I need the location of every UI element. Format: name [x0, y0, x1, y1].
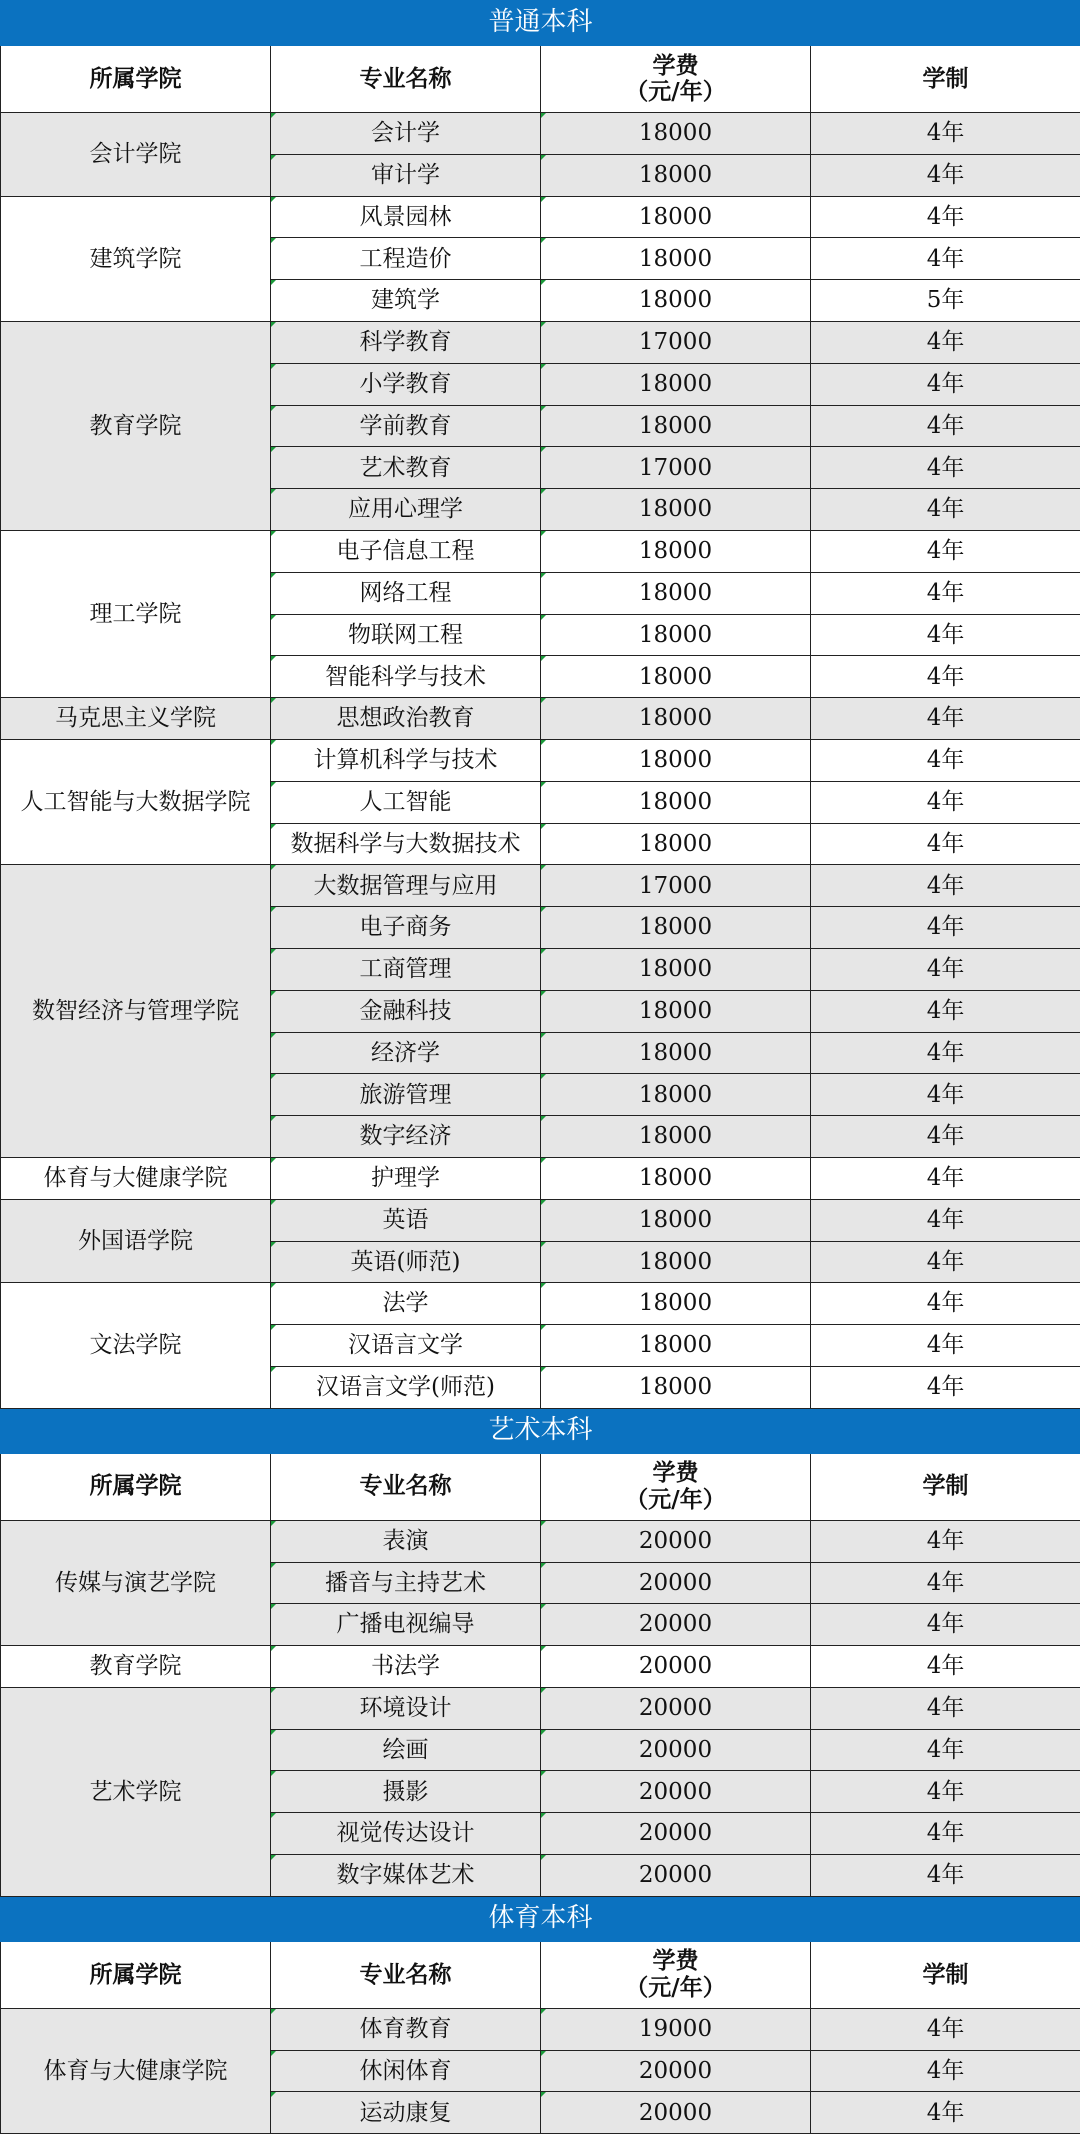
- column-header-row: [1, 46, 1080, 113]
- fee-cell: 18000: [541, 1032, 811, 1074]
- duration-cell: 4年: [811, 1366, 1080, 1408]
- fee-cell: 20000: [541, 2050, 811, 2092]
- table-row: [1, 698, 1080, 740]
- duration-cell: 4年: [811, 1325, 1080, 1367]
- table-row: [1, 113, 1080, 155]
- header-fee-label: 学费: [541, 1948, 810, 1974]
- fee-cell: 18000: [541, 196, 811, 238]
- duration-cell: 4年: [811, 1646, 1080, 1688]
- fee-cell: 20000: [541, 1729, 811, 1771]
- college-cell: 文法学院: [1, 1283, 271, 1408]
- fee-cell: 20000: [541, 1646, 811, 1688]
- fee-cell: 18000: [541, 489, 811, 531]
- table-row: [1, 2008, 1080, 2050]
- major-cell: 物联网工程: [271, 614, 541, 656]
- duration-cell: 4年: [811, 1562, 1080, 1604]
- duration-cell: 4年: [811, 739, 1080, 781]
- major-cell: 人工智能: [271, 781, 541, 823]
- fee-cell: 18000: [541, 990, 811, 1032]
- college-cell: 教育学院: [1, 321, 271, 530]
- major-cell: 汉语言文学(师范): [271, 1366, 541, 1408]
- duration-cell: 4年: [811, 1729, 1080, 1771]
- major-cell: 经济学: [271, 1032, 541, 1074]
- fee-cell: 17000: [541, 321, 811, 363]
- major-cell: 工商管理: [271, 948, 541, 990]
- duration-cell: 4年: [811, 154, 1080, 196]
- table-row: [1, 739, 1080, 781]
- major-cell: 小学教育: [271, 363, 541, 405]
- major-cell: 审计学: [271, 154, 541, 196]
- duration-cell: 4年: [811, 614, 1080, 656]
- duration-cell: 4年: [811, 1116, 1080, 1158]
- fee-cell: 20000: [541, 1562, 811, 1604]
- header-fee-unit: （元/年）: [541, 79, 810, 105]
- fee-cell: 18000: [541, 154, 811, 196]
- table-row: [1, 321, 1080, 363]
- section-title: 体育本科: [1, 1896, 1080, 1941]
- duration-cell: 4年: [811, 1604, 1080, 1646]
- college-cell: 体育与大健康学院: [1, 1157, 271, 1199]
- duration-cell: 4年: [811, 1199, 1080, 1241]
- header-college: 所属学院: [1, 1453, 271, 1520]
- major-cell: 科学教育: [271, 321, 541, 363]
- header-fee: [541, 1941, 811, 2008]
- header-college: 所属学院: [1, 1941, 271, 2008]
- major-cell: 工程造价: [271, 238, 541, 280]
- duration-cell: 4年: [811, 948, 1080, 990]
- duration-cell: 4年: [811, 2092, 1080, 2134]
- major-cell: 数字经济: [271, 1116, 541, 1158]
- section-title: 艺术本科: [1, 1408, 1080, 1453]
- table-row: [1, 865, 1080, 907]
- duration-cell: 4年: [811, 2008, 1080, 2050]
- header-major: 专业名称: [271, 46, 541, 113]
- header-fee: [541, 46, 811, 113]
- fee-cell: 18000: [541, 907, 811, 949]
- fee-cell: 18000: [541, 1157, 811, 1199]
- header-major: 专业名称: [271, 1453, 541, 1520]
- header-fee-unit: （元/年）: [541, 1975, 810, 2001]
- fee-cell: 18000: [541, 363, 811, 405]
- table-row: [1, 196, 1080, 238]
- fee-cell: 20000: [541, 1520, 811, 1562]
- major-cell: 应用心理学: [271, 489, 541, 531]
- fee-cell: 18000: [541, 614, 811, 656]
- duration-cell: 4年: [811, 363, 1080, 405]
- duration-cell: 4年: [811, 405, 1080, 447]
- table-row: [1, 1520, 1080, 1562]
- duration-cell: 4年: [811, 238, 1080, 280]
- fee-cell: 18000: [541, 1241, 811, 1283]
- duration-cell: 4年: [811, 1855, 1080, 1897]
- duration-cell: 4年: [811, 1241, 1080, 1283]
- header-fee: [541, 1453, 811, 1520]
- duration-cell: 4年: [811, 907, 1080, 949]
- major-cell: 英语: [271, 1199, 541, 1241]
- table-row: [1, 1283, 1080, 1325]
- section-title: 普通本科: [1, 1, 1080, 46]
- major-cell: 学前教育: [271, 405, 541, 447]
- duration-cell: 4年: [811, 1157, 1080, 1199]
- college-cell: 外国语学院: [1, 1199, 271, 1283]
- header-duration: 学制: [811, 1941, 1080, 2008]
- duration-cell: 4年: [811, 823, 1080, 865]
- major-cell: 智能科学与技术: [271, 656, 541, 698]
- college-cell: 马克思主义学院: [1, 698, 271, 740]
- fee-cell: 18000: [541, 1325, 811, 1367]
- duration-cell: 4年: [811, 781, 1080, 823]
- major-cell: 旅游管理: [271, 1074, 541, 1116]
- fee-cell: 18000: [541, 1199, 811, 1241]
- fee-cell: 20000: [541, 1771, 811, 1813]
- major-cell: 法学: [271, 1283, 541, 1325]
- fee-cell: 20000: [541, 2092, 811, 2134]
- duration-cell: 4年: [811, 698, 1080, 740]
- major-cell: 书法学: [271, 1646, 541, 1688]
- fee-cell: 20000: [541, 1813, 811, 1855]
- college-cell: 传媒与演艺学院: [1, 1520, 271, 1645]
- header-duration: 学制: [811, 46, 1080, 113]
- major-cell: 体育教育: [271, 2008, 541, 2050]
- duration-cell: 4年: [811, 2050, 1080, 2092]
- duration-cell: 4年: [811, 1032, 1080, 1074]
- header-major: 专业名称: [271, 1941, 541, 2008]
- fee-cell: 19000: [541, 2008, 811, 2050]
- fee-cell: 18000: [541, 280, 811, 322]
- header-fee-label: 学费: [541, 53, 810, 79]
- duration-cell: 4年: [811, 1813, 1080, 1855]
- major-cell: 数据科学与大数据技术: [271, 823, 541, 865]
- section-banner: [1, 1896, 1080, 1941]
- college-cell: 人工智能与大数据学院: [1, 739, 271, 864]
- fee-cell: 18000: [541, 572, 811, 614]
- header-fee-label: 学费: [541, 1460, 810, 1486]
- fee-cell: 18000: [541, 948, 811, 990]
- major-cell: 摄影: [271, 1771, 541, 1813]
- college-cell: 艺术学院: [1, 1687, 271, 1896]
- major-cell: 休闲体育: [271, 2050, 541, 2092]
- major-cell: 数字媒体艺术: [271, 1855, 541, 1897]
- fee-cell: 18000: [541, 823, 811, 865]
- major-cell: 金融科技: [271, 990, 541, 1032]
- fee-cell: 18000: [541, 739, 811, 781]
- duration-cell: 4年: [811, 489, 1080, 531]
- column-header-row: [1, 1453, 1080, 1520]
- duration-cell: 4年: [811, 990, 1080, 1032]
- major-cell: 思想政治教育: [271, 698, 541, 740]
- fee-cell: 20000: [541, 1687, 811, 1729]
- college-cell: 建筑学院: [1, 196, 271, 321]
- major-cell: 网络工程: [271, 572, 541, 614]
- fee-cell: 18000: [541, 1366, 811, 1408]
- fee-cell: 18000: [541, 698, 811, 740]
- duration-cell: 4年: [811, 1283, 1080, 1325]
- fee-cell: 18000: [541, 1283, 811, 1325]
- table-row: [1, 1199, 1080, 1241]
- college-cell: 理工学院: [1, 530, 271, 697]
- fee-cell: 20000: [541, 1855, 811, 1897]
- duration-cell: 5年: [811, 280, 1080, 322]
- table-row: [1, 530, 1080, 572]
- major-cell: 电子商务: [271, 907, 541, 949]
- header-duration: 学制: [811, 1453, 1080, 1520]
- duration-cell: 4年: [811, 447, 1080, 489]
- major-cell: 汉语言文学: [271, 1325, 541, 1367]
- college-cell: 体育与大健康学院: [1, 2008, 271, 2133]
- fee-cell: 18000: [541, 238, 811, 280]
- section-banner: [1, 1, 1080, 46]
- major-cell: 建筑学: [271, 280, 541, 322]
- major-cell: 环境设计: [271, 1687, 541, 1729]
- column-header-row: [1, 1941, 1080, 2008]
- duration-cell: 4年: [811, 1074, 1080, 1116]
- major-cell: 运动康复: [271, 2092, 541, 2134]
- fee-cell: 18000: [541, 781, 811, 823]
- duration-cell: 4年: [811, 196, 1080, 238]
- major-cell: 大数据管理与应用: [271, 865, 541, 907]
- major-cell: 电子信息工程: [271, 530, 541, 572]
- college-cell: 数智经济与管理学院: [1, 865, 271, 1158]
- major-cell: 视觉传达设计: [271, 1813, 541, 1855]
- fee-cell: 18000: [541, 1116, 811, 1158]
- college-cell: 会计学院: [1, 113, 271, 197]
- header-college: 所属学院: [1, 46, 271, 113]
- table-row: [1, 1646, 1080, 1688]
- college-cell: 教育学院: [1, 1646, 271, 1688]
- table-row: [1, 1157, 1080, 1199]
- major-cell: 广播电视编导: [271, 1604, 541, 1646]
- duration-cell: 4年: [811, 656, 1080, 698]
- fee-cell: 18000: [541, 530, 811, 572]
- fee-cell: 20000: [541, 1604, 811, 1646]
- table-row: [1, 1687, 1080, 1729]
- fee-cell: 18000: [541, 405, 811, 447]
- major-cell: 播音与主持艺术: [271, 1562, 541, 1604]
- major-cell: 护理学: [271, 1157, 541, 1199]
- duration-cell: 4年: [811, 1771, 1080, 1813]
- major-cell: 风景园林: [271, 196, 541, 238]
- duration-cell: 4年: [811, 321, 1080, 363]
- duration-cell: 4年: [811, 865, 1080, 907]
- header-fee-unit: （元/年）: [541, 1487, 810, 1513]
- duration-cell: 4年: [811, 572, 1080, 614]
- major-cell: 绘画: [271, 1729, 541, 1771]
- fee-cell: 18000: [541, 656, 811, 698]
- fee-cell: 18000: [541, 113, 811, 155]
- duration-cell: 4年: [811, 1520, 1080, 1562]
- fee-cell: 17000: [541, 447, 811, 489]
- major-cell: 计算机科学与技术: [271, 739, 541, 781]
- duration-cell: 4年: [811, 1687, 1080, 1729]
- major-cell: 会计学: [271, 113, 541, 155]
- section-banner: [1, 1408, 1080, 1453]
- fee-cell: 18000: [541, 1074, 811, 1116]
- major-cell: 艺术教育: [271, 447, 541, 489]
- major-cell: 英语(师范): [271, 1241, 541, 1283]
- major-cell: 表演: [271, 1520, 541, 1562]
- duration-cell: 4年: [811, 113, 1080, 155]
- duration-cell: 4年: [811, 530, 1080, 572]
- fee-cell: 17000: [541, 865, 811, 907]
